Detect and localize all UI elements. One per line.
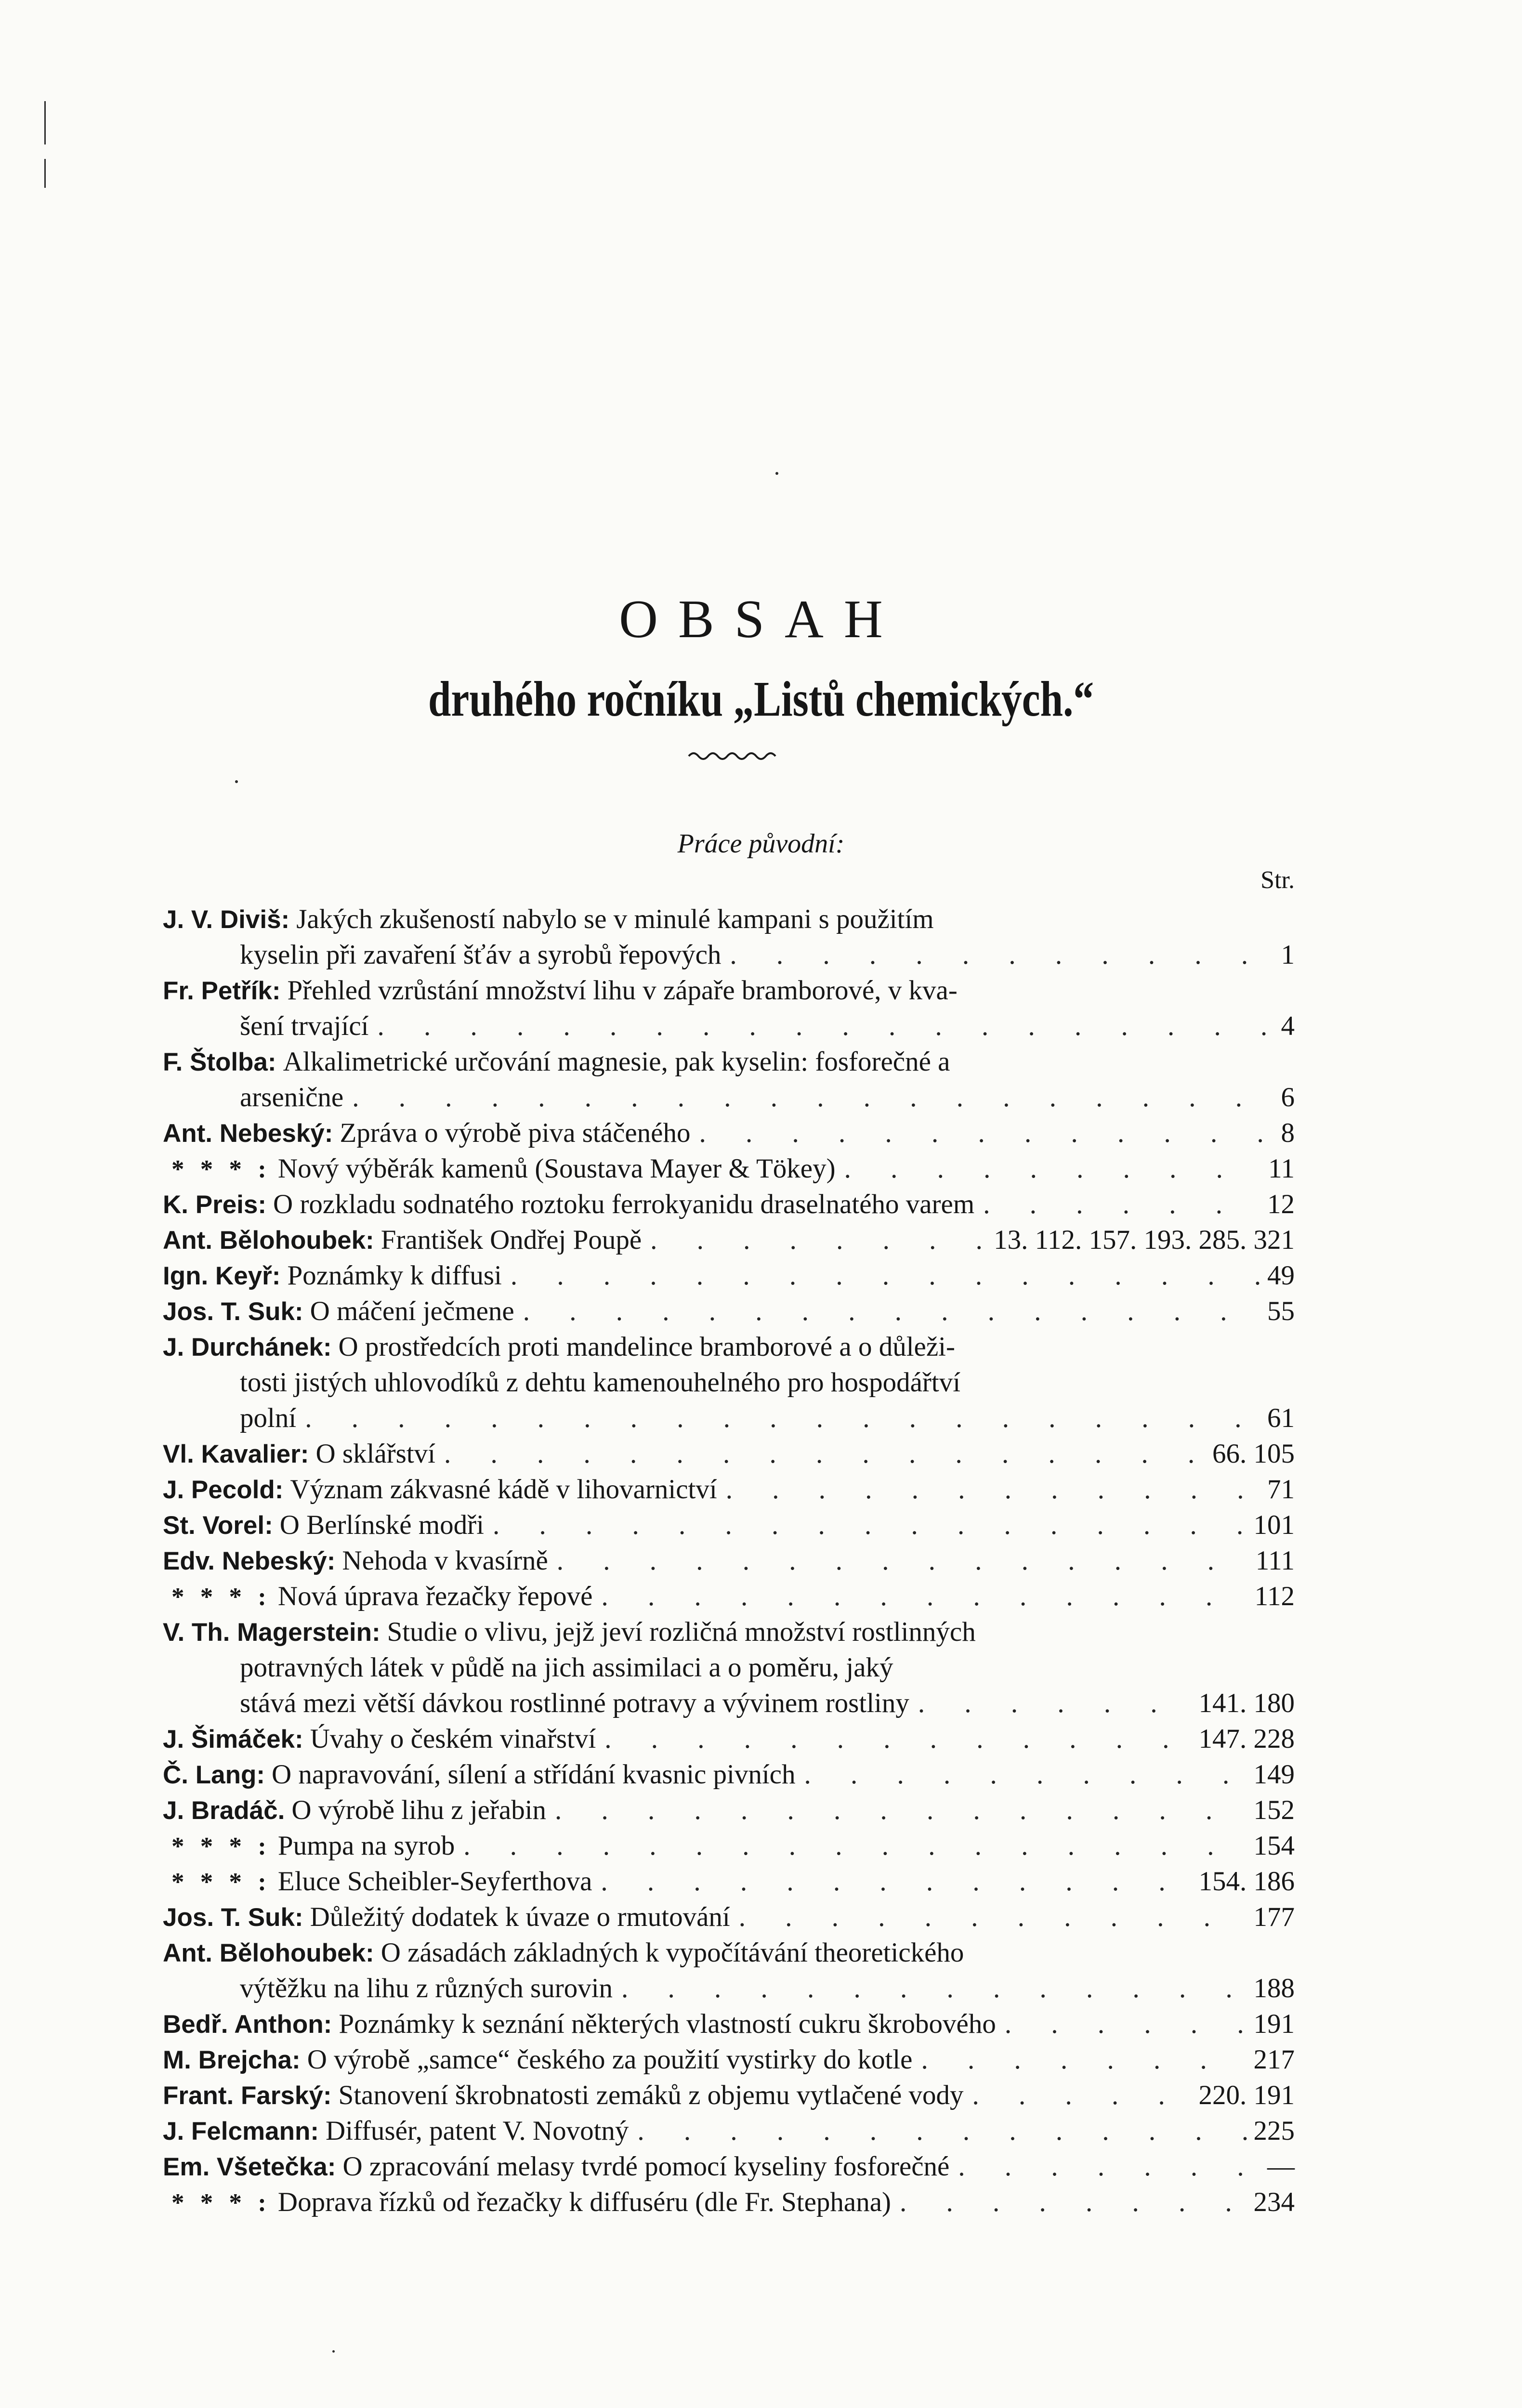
toc-page-number: 191 xyxy=(1253,2009,1295,2039)
scan-edge-mark xyxy=(44,159,46,188)
dot-leader xyxy=(974,1187,1260,1222)
toc-page-number: 13. 112. 157. 193. 285. 321 xyxy=(994,1225,1295,1255)
page-column-label: Str. xyxy=(1260,866,1295,894)
dot-leader xyxy=(721,937,1274,973)
toc-entry xyxy=(163,1757,1295,1793)
dot-leader xyxy=(912,2042,1246,2078)
toc-author: * * * : xyxy=(171,1868,271,1896)
toc-entry xyxy=(163,1222,1295,1258)
toc-title: Poznámky k seznání některých vlastností cukru škrobového xyxy=(339,2009,996,2039)
toc-author: J. Felcmann: xyxy=(163,2117,319,2146)
toc-author: J. Durchánek: xyxy=(163,1333,332,1361)
toc-author: J. Šimáček: xyxy=(163,1725,303,1754)
toc-entry-line xyxy=(163,937,1295,973)
toc-entry xyxy=(163,1151,1295,1187)
toc-author: Edv. Nebeský: xyxy=(163,1547,336,1575)
toc-page-number: 55 xyxy=(1267,1296,1295,1326)
toc-title: O napravování, sílení a střídání kvasnic pivních xyxy=(271,1759,796,1790)
toc-entry-line xyxy=(163,1899,1295,1935)
toc-title: Diffusér, patent V. Novotný xyxy=(325,2116,629,2146)
toc-page-number: 147. 228 xyxy=(1198,1724,1295,1754)
toc-title: potravných látek v půdě na jich assimilaci a o poměru, jaký xyxy=(240,1652,893,1683)
toc-entry-line xyxy=(163,1044,1295,1080)
toc-author: Vl. Kavalier: xyxy=(163,1440,309,1468)
toc-entry xyxy=(163,973,1295,1044)
dot-leader xyxy=(502,1258,1260,1294)
dot-leader xyxy=(596,1721,1192,1757)
dot-leader xyxy=(730,1899,1247,1935)
toc-page-number: 6 xyxy=(1281,1082,1295,1112)
toc-entry-line xyxy=(163,2185,1295,2220)
toc-entry-line xyxy=(163,2078,1295,2113)
toc-page-number: 101 xyxy=(1253,1510,1295,1540)
toc-page-number: 61 xyxy=(1267,1403,1295,1433)
toc-page-number: 217 xyxy=(1253,2044,1295,2075)
toc-title: tosti jistých uhlovodíků z dehtu kamenouhelného pro hospodářtví xyxy=(240,1367,961,1398)
toc-author: * * * : xyxy=(171,2189,271,2217)
toc-author: * * * : xyxy=(171,1583,271,1611)
toc-entry-line xyxy=(163,2042,1295,2078)
dot-leader xyxy=(592,1864,1192,1899)
toc-entry xyxy=(163,1329,1295,1436)
dot-leader xyxy=(548,1543,1249,1579)
toc-entry xyxy=(163,1828,1295,1864)
toc-entry-line xyxy=(163,1579,1295,1614)
toc-entry-line xyxy=(163,1258,1295,1294)
toc-entry xyxy=(163,2078,1295,2113)
dot-leader xyxy=(690,1115,1274,1151)
toc-entry-line xyxy=(163,1935,1295,1971)
toc-title: O zpracování melasy tvrdé pomocí kyseliny fosforečné xyxy=(342,2151,950,2182)
section-heading: Práce původní: xyxy=(677,829,845,859)
toc-title: O prostředcích proti mandelince bramborové a o důleži- xyxy=(338,1332,955,1362)
toc-entry xyxy=(163,1187,1295,1222)
toc-entry xyxy=(163,1543,1295,1579)
toc-title: O sklářství xyxy=(315,1439,436,1469)
dot-leader xyxy=(642,1222,987,1258)
toc-author: Fr. Petřík: xyxy=(163,977,281,1005)
toc-entry xyxy=(163,1793,1295,1828)
toc-entry xyxy=(163,1436,1295,1472)
toc-title: Studie o vlivu, jejž jeví rozličná množství rostlinných xyxy=(387,1617,976,1647)
toc-title: Nová úprava řezačky řepové xyxy=(277,1581,593,1611)
toc-entry-line xyxy=(163,1115,1295,1151)
toc-page-number: 4 xyxy=(1281,1011,1295,1041)
dot-leader xyxy=(629,2113,1246,2149)
toc-entry-line xyxy=(163,1721,1295,1757)
toc-entry xyxy=(163,2006,1295,2042)
toc-page-number: 49 xyxy=(1267,1260,1295,1291)
dot-leader xyxy=(343,1080,1274,1115)
toc-entry xyxy=(163,1507,1295,1543)
page-subtitle: druhého ročníku „Listů chemických.“ xyxy=(428,671,1094,727)
toc-page-number: 1 xyxy=(1281,940,1295,970)
toc-entry-line xyxy=(163,1222,1295,1258)
toc-author: Bedř. Anthon: xyxy=(163,2010,332,2039)
toc-title: výtěžku na lihu z různých surovin xyxy=(240,1973,613,2003)
scan-speck xyxy=(332,2350,335,2353)
toc-title: O máčení ječmene xyxy=(310,1296,514,1326)
toc-entry-line xyxy=(163,973,1295,1008)
toc-author: St. Vorel: xyxy=(163,1511,273,1540)
toc-author: * * * : xyxy=(171,1832,271,1860)
toc-entry-line xyxy=(163,1329,1295,1365)
dot-leader xyxy=(546,1793,1246,1828)
dot-leader xyxy=(964,2078,1192,2113)
dot-leader xyxy=(836,1151,1262,1187)
toc-entry-line xyxy=(163,1008,1295,1044)
toc-entry-line xyxy=(163,1507,1295,1543)
toc-author: * * * : xyxy=(171,1155,271,1183)
toc-entry xyxy=(163,1258,1295,1294)
toc-title: O Berlínské modři xyxy=(279,1510,484,1540)
toc-entry-line xyxy=(163,1793,1295,1828)
toc-title: Úvahy o českém vinařství xyxy=(310,1724,596,1754)
toc-entry-line xyxy=(163,1543,1295,1579)
toc-page-number: 8 xyxy=(1281,1118,1295,1148)
toc-entry xyxy=(163,902,1295,973)
scan-edge-mark xyxy=(44,101,46,144)
toc-entry xyxy=(163,1864,1295,1899)
toc-entry xyxy=(163,1294,1295,1329)
toc-page-number: 112 xyxy=(1254,1581,1295,1611)
toc-page-number: 154. 186 xyxy=(1198,1866,1295,1897)
toc-author: J. Pecold: xyxy=(163,1476,284,1504)
dot-leader xyxy=(369,1008,1274,1044)
toc-title: O zásadách základných k vypočítávání theoretického xyxy=(380,1937,964,1968)
toc-entry-line xyxy=(163,1294,1295,1329)
toc-title: Nový výběrák kamenů (Soustava Mayer & Tökey) xyxy=(277,1153,836,1184)
toc-page-number: 111 xyxy=(1255,1545,1295,1576)
toc-page-number: 234 xyxy=(1253,2187,1295,2217)
toc-page-number: 12 xyxy=(1267,1189,1295,1219)
ornament-divider xyxy=(684,746,780,765)
toc-entry xyxy=(163,2042,1295,2078)
toc-title: Alkalimetrické určování magnesie, pak kyselin: fosforečné a xyxy=(283,1047,950,1077)
toc-entry xyxy=(163,1044,1295,1115)
toc-entry xyxy=(163,1614,1295,1721)
scan-speck xyxy=(775,472,778,475)
dot-leader xyxy=(592,1579,1247,1614)
toc-entry-line xyxy=(163,1864,1295,1899)
scan-speck xyxy=(235,780,238,783)
toc-entry-line xyxy=(163,1614,1295,1650)
toc-entry-line xyxy=(163,1365,1295,1400)
toc-title: O rozkladu sodnatého roztoku ferrokyanidu draselnatého varem xyxy=(273,1189,975,1219)
toc-author: Ant. Nebeský: xyxy=(163,1119,333,1148)
toc-entry xyxy=(163,1899,1295,1935)
toc-title: Zpráva o výrobě piva stáčeného xyxy=(340,1118,691,1148)
toc-page-number: 225 xyxy=(1253,2116,1295,2146)
toc-title: polní xyxy=(240,1403,297,1433)
toc-title: Eluce Scheibler-Seyferthova xyxy=(277,1866,592,1897)
toc-author: Frant. Farský: xyxy=(163,2081,332,2110)
toc-title: Nehoda v kvasírně xyxy=(342,1545,548,1576)
toc-entry-line xyxy=(163,1472,1295,1507)
toc-entry xyxy=(163,1721,1295,1757)
dot-leader xyxy=(484,1507,1247,1543)
toc-entry-line xyxy=(163,902,1295,937)
dot-leader xyxy=(455,1828,1246,1864)
toc-entry xyxy=(163,1472,1295,1507)
dot-leader xyxy=(613,1971,1246,2006)
toc-author: J. V. Diviš: xyxy=(163,905,290,934)
toc-title: Doprava řízků od řezačky k diffuséru (dle Fr. Stephana) xyxy=(277,2187,891,2217)
toc-author: Č. Lang: xyxy=(163,1761,265,1789)
dot-leader xyxy=(909,1686,1192,1721)
toc-entry-line xyxy=(163,2113,1295,2149)
toc-page-number: 11 xyxy=(1268,1153,1295,1184)
toc-title: Jakých zkušeností nabylo se v minulé kampani s použitím xyxy=(296,904,934,934)
toc-page-number: 149 xyxy=(1253,1759,1295,1790)
toc-author: Ign. Keyř: xyxy=(163,1262,281,1290)
dot-leader xyxy=(795,1757,1246,1793)
toc-author: V. Th. Magerstein: xyxy=(163,1618,380,1647)
table-of-contents xyxy=(163,902,1295,2220)
toc-entry xyxy=(163,2113,1295,2149)
toc-author: Ant. Bělohoubek: xyxy=(163,1939,374,1967)
toc-author: Ant. Bělohoubek: xyxy=(163,1226,374,1255)
toc-title: šení trvající xyxy=(240,1011,369,1041)
dot-leader xyxy=(514,1294,1260,1329)
toc-author: K. Preis: xyxy=(163,1191,267,1219)
dot-leader xyxy=(996,2006,1247,2042)
toc-author: Em. Všetečka: xyxy=(163,2153,336,2181)
toc-entry-line xyxy=(163,1400,1295,1436)
toc-title: kyselin při zavaření šťáv a syrobů řepových xyxy=(240,940,722,970)
toc-page-number: 220. 191 xyxy=(1198,2080,1295,2110)
toc-author: Jos. T. Suk: xyxy=(163,1903,303,1932)
toc-page-number: 66. 105 xyxy=(1212,1439,1295,1469)
toc-entry-line xyxy=(163,1828,1295,1864)
toc-title: Poznámky k diffusi xyxy=(287,1260,502,1291)
toc-author: J. Bradáč. xyxy=(163,1796,285,1825)
toc-entry xyxy=(163,1579,1295,1614)
toc-title: Důležitý dodatek k úvaze o rmutování xyxy=(310,1902,730,1932)
toc-page-number: 71 xyxy=(1267,1474,1295,1505)
toc-title: Stanovení škrobnatosti zemáků z objemu vytlačené vody xyxy=(338,2080,964,2110)
toc-entry xyxy=(163,1115,1295,1151)
toc-entry xyxy=(163,2185,1295,2220)
toc-entry-line xyxy=(163,1650,1295,1686)
toc-title: O výrobě lihu z jeřabin xyxy=(291,1795,547,1825)
dot-leader xyxy=(435,1436,1206,1472)
dot-leader xyxy=(296,1400,1260,1436)
toc-title: stává mezi větší dávkou rostlinné potravy a vývinem rostliny xyxy=(240,1688,909,1718)
toc-title: O výrobě „samce“ českého za použití vystirky do kotle xyxy=(307,2044,913,2075)
toc-title: Přehled vzrůstání množství lihu v zápaře bramborové, v kva- xyxy=(287,975,958,1006)
toc-title: František Ondřej Poupě xyxy=(380,1225,642,1255)
toc-page-number: 141. 180 xyxy=(1198,1688,1295,1718)
dot-leader xyxy=(717,1472,1260,1507)
toc-entry-line xyxy=(163,1757,1295,1793)
toc-author: M. Brejcha: xyxy=(163,2046,301,2074)
toc-title: Význam zákvasné kádě v lihovarnictví xyxy=(290,1474,717,1505)
toc-page-number: 152 xyxy=(1253,1795,1295,1825)
dot-leader xyxy=(891,2185,1247,2220)
toc-entry xyxy=(163,2149,1295,2185)
toc-author: F. Štolba: xyxy=(163,1048,276,1076)
toc-entry-line xyxy=(163,1436,1295,1472)
toc-entry-line xyxy=(163,1187,1295,1222)
toc-entry-line xyxy=(163,1151,1295,1187)
toc-page-number: — xyxy=(1267,2151,1295,2182)
toc-title: arsenične xyxy=(240,1082,344,1112)
toc-entry-line xyxy=(163,2149,1295,2185)
toc-author: Jos. T. Suk: xyxy=(163,1297,303,1326)
dot-leader xyxy=(949,2149,1260,2185)
page-title: OBSAH xyxy=(619,589,903,649)
toc-entry-line xyxy=(163,2006,1295,2042)
toc-entry-line xyxy=(163,1080,1295,1115)
toc-entry-line xyxy=(163,1686,1295,1721)
toc-page-number: 188 xyxy=(1253,1973,1295,2003)
toc-title: Pumpa na syrob xyxy=(277,1831,455,1861)
toc-page-number: 154 xyxy=(1253,1831,1295,1861)
toc-page-number: 177 xyxy=(1253,1902,1295,1932)
toc-entry xyxy=(163,1935,1295,2006)
toc-entry-line xyxy=(163,1971,1295,2006)
